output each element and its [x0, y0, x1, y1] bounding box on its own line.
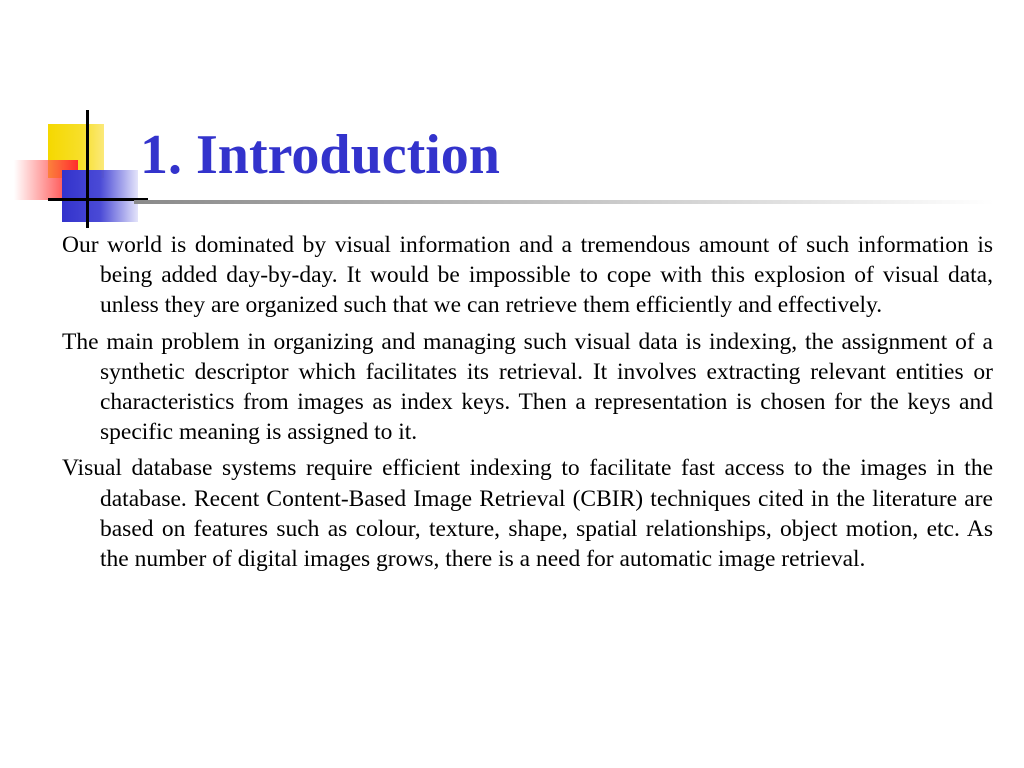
slide-body: [62, 230, 993, 580]
logo-horizontal-line: [48, 198, 148, 201]
paragraph-visual-information: Our world is dominated by visual information and a tremendous amount of such information is being added day-by-day. It would be impossible to cope with this explosion of visual data, unless they are organized such that we can retrieve them efficiently and effectively.: [62, 232, 993, 319]
paragraph-indexing-problem: The main problem in organizing and managing such visual data is indexing, the assignment of a synthetic descriptor which facilitates its retrieval. It involves extracting relevant entities or characteristics from images as index keys. Then a representation is chosen for the keys and specific meaning is assigned to it.: [62, 328, 993, 446]
logo-blue-square: [62, 170, 138, 222]
slide-title: 1. Introduction: [140, 124, 500, 186]
paragraph-cbir-techniques: Visual database systems require efficient indexing to facilitate fast access to the images in the database. Recent Content-Based Image Retrieval (CBIR) techniques cited in the literature are based on features such as colour, texture, shape, spatial relationships, object motion, etc. As the number of digital images grows, there is a need for automatic image retrieval.: [62, 455, 993, 573]
logo-vertical-line: [86, 110, 89, 228]
title-underline-rule: [134, 200, 994, 204]
